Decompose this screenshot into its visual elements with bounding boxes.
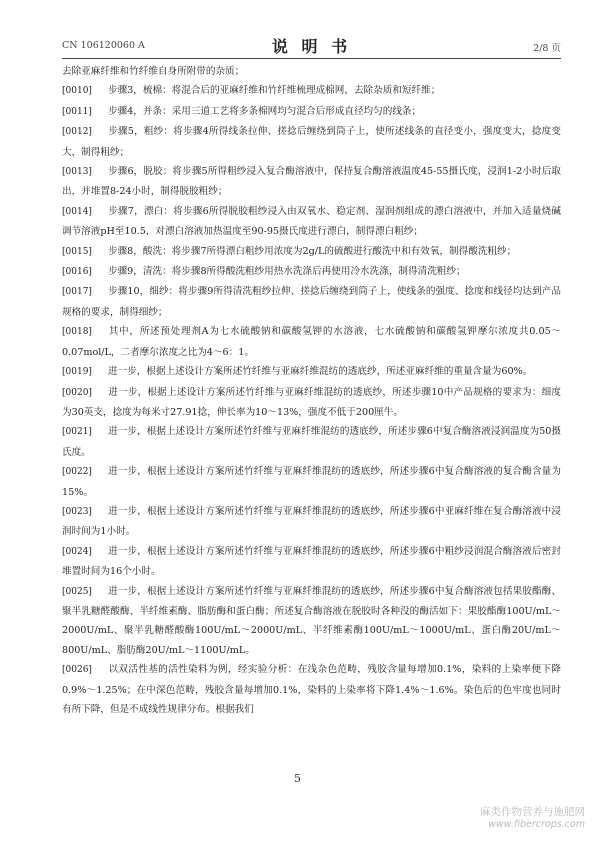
paragraph xyxy=(62,383,561,423)
watermark-url: www.fibercrops.com xyxy=(488,819,585,830)
paragraph-number: [0011] xyxy=(62,106,92,117)
paragraph-number: [0019] xyxy=(62,367,92,378)
document-body xyxy=(62,62,561,719)
page-header xyxy=(62,34,561,59)
paragraph-number: [0015] xyxy=(62,246,92,257)
paragraph-text: 进一步，根据上述设计方案所述竹纤维与亚麻纤维混纺的透底纱，所述步骤6中复合酶溶液包括果胶酯酶、聚半乳糖醛酸酶、半纤维素酶、脂肪酶和蛋白酶；所述复合酶溶液在脱胶时各种没的酶活如下：果胶酯酶100U/mL～2000U/mL、聚半乳糖醛酸酶100U/mL～2000U/mL、半纤维素酶100U/mL～1000U/mL、蛋白酶20U/mL～800U/mL、脂肪酶20U/mL～1100U/mL。 xyxy=(62,585,561,656)
paragraph-text: 进一步，根据上述设计方案所述竹纤维与亚麻纤维混纺的透底纱，所述步骤6中亚麻纤维在复合酶溶液中浸润时间为1小时。 xyxy=(62,505,561,538)
paragraph xyxy=(62,102,561,122)
paragraph-number: [0021] xyxy=(62,427,92,438)
paragraph-number: [0010] xyxy=(62,86,92,97)
paragraph-text: 步骤10，细纱：将步骤9所得清洗粗纱拉伸、搓捻后缠绕到筒子上，使线条的强度、捻度和线径均达到产品规格的要求，制得细纱； xyxy=(62,286,561,318)
continuation-line: 去除亚麻纤维和竹纤维自身所附带的杂质； xyxy=(62,66,245,77)
paragraph xyxy=(62,502,561,542)
paragraph-text: 进一步，根据上述设计方案所述竹纤维与亚麻纤维混纺的透底纱，所述步骤10中产品规格的要求为：细度为30英支，捻度为每米寸27.91捻，伸长率为10～13%，强度不低于200厘牛。 xyxy=(62,386,561,418)
paragraph xyxy=(62,81,561,101)
paragraph-text: 进一步，根据上述设计方案所述竹纤维与亚麻纤维混纺的透底纱，所述步骤6中复合酶溶液浸润温度为50摄氏度。 xyxy=(62,426,561,458)
paragraph xyxy=(62,542,561,582)
paragraph xyxy=(62,282,561,322)
paragraph-text: 进一步，根据上述设计方案所述竹纤维与亚麻纤维混纺的透底纱，所述步骤6中复合酶溶液的复合酶含量为15%。 xyxy=(62,466,561,498)
patent-number: CN 106120060 A xyxy=(62,40,145,51)
paragraph xyxy=(62,122,561,162)
paragraph-number: [0022] xyxy=(62,467,92,478)
paragraph xyxy=(62,202,561,242)
paragraph xyxy=(62,462,561,502)
paragraph-text: 步骤6，脱胶：将步骤5所得粗纱浸入复合酶溶液中，保持复合酶溶液温度45-55摄氏度，浸润1-2小时后取出，并堆置8-24小时，制得脱胶粗纱； xyxy=(62,166,561,198)
watermark-site-name: 麻类作物营养与施肥网 xyxy=(480,806,585,818)
paragraph-number: [0023] xyxy=(62,506,92,517)
paragraph-number: [0016] xyxy=(62,267,92,278)
paragraph-number: [0026] xyxy=(62,665,92,676)
paragraph-number: [0018] xyxy=(62,327,92,338)
paragraph-number: [0013] xyxy=(62,167,92,178)
paragraph xyxy=(62,582,561,661)
paragraph-list xyxy=(62,81,561,719)
paragraph-text: 进一步，根据上述设计方案所述竹纤维与亚麻纤维混纺的透底纱，所述步骤6中粗纱浸润混合酶溶液后密封堆置时间为16个小时。 xyxy=(62,545,561,578)
paragraph-text: 以双活性基的活性染料为例，经实验分析：在浅杂色范畴，残胶含量每增加0.1%，染料的上染率便下降0.9%～1.25%；在中深色范畴，残胶含量每增加0.1%，染料的上染率将下降1.4%～1.6%。染色后的色牢度也同时有所下降，但是不成线性规律分布。根据我们 xyxy=(62,664,561,715)
paragraph-number: [0017] xyxy=(62,287,92,298)
paragraph xyxy=(62,162,561,202)
document-title: 说 明 书 xyxy=(271,37,352,56)
paragraph-text: 步骤5，粗纱：将步骤4所得线条拉伸、搓捻后缠绕到筒子上，使所述线条的直径变小，强度变大，捻度变大，制得粗纱； xyxy=(62,126,561,158)
paragraph xyxy=(62,322,561,362)
paragraph-text: 步骤9，清洗：将步骤8所得酸洗粗纱用热水洗涤后再使用冷水洗涤，制得清洗粗纱； xyxy=(108,266,466,278)
paragraph xyxy=(62,660,561,719)
paragraph xyxy=(62,422,561,462)
site-watermark xyxy=(480,804,585,830)
paragraph-text: 进一步，根据上述设计方案所述竹纤维与亚麻纤维混纺的透底纱，所述亚麻纤维的重量含量为60%。 xyxy=(108,366,533,378)
paragraph xyxy=(62,262,561,282)
paragraph-text: 步骤4，并条：采用三道工艺将多条棉网均匀混合后形成直径均匀的线条； xyxy=(108,105,422,117)
page-info: 2/8 页 xyxy=(533,43,561,54)
paragraph-text: 步骤7，漂白：将步骤6所得脱胶粗纱浸入由双氧水、稳定剂、湿润剂组成的漂白溶液中，并加入适量烧碱调节溶液pH至10.5，对漂白溶液加热温度至90-95摄氏度进行漂白，制得漂白粗纱； xyxy=(62,205,561,238)
page-number: 5 xyxy=(294,772,301,785)
paragraph xyxy=(62,362,561,382)
paragraph-text: 步骤3，梳棉：将混合后的亚麻纤维和竹纤维梳理成棉网，去除杂质和短纤维； xyxy=(108,85,441,97)
paragraph-number: [0014] xyxy=(62,206,92,217)
paragraph xyxy=(62,242,561,262)
paragraph-number: [0025] xyxy=(62,586,92,597)
paragraph-text: 步骤8，酸洗：将步骤7所得漂白粗纱用浓度为2g/L的硫酸进行酸洗中和有效氧，制得酸洗粗纱； xyxy=(108,245,517,257)
paragraph-text: 其中，所述预处理剂A为七水硫酸钠和碳酸氢钾的水溶液，七水硫酸钠和碳酸氢钾摩尔浓度共0.05～0.07mol/L，二者摩尔浓度之比为4～6：1。 xyxy=(62,326,561,358)
paragraph-number: [0024] xyxy=(62,546,92,557)
paragraph-number: [0012] xyxy=(62,127,92,138)
paragraph-number: [0020] xyxy=(62,387,92,398)
